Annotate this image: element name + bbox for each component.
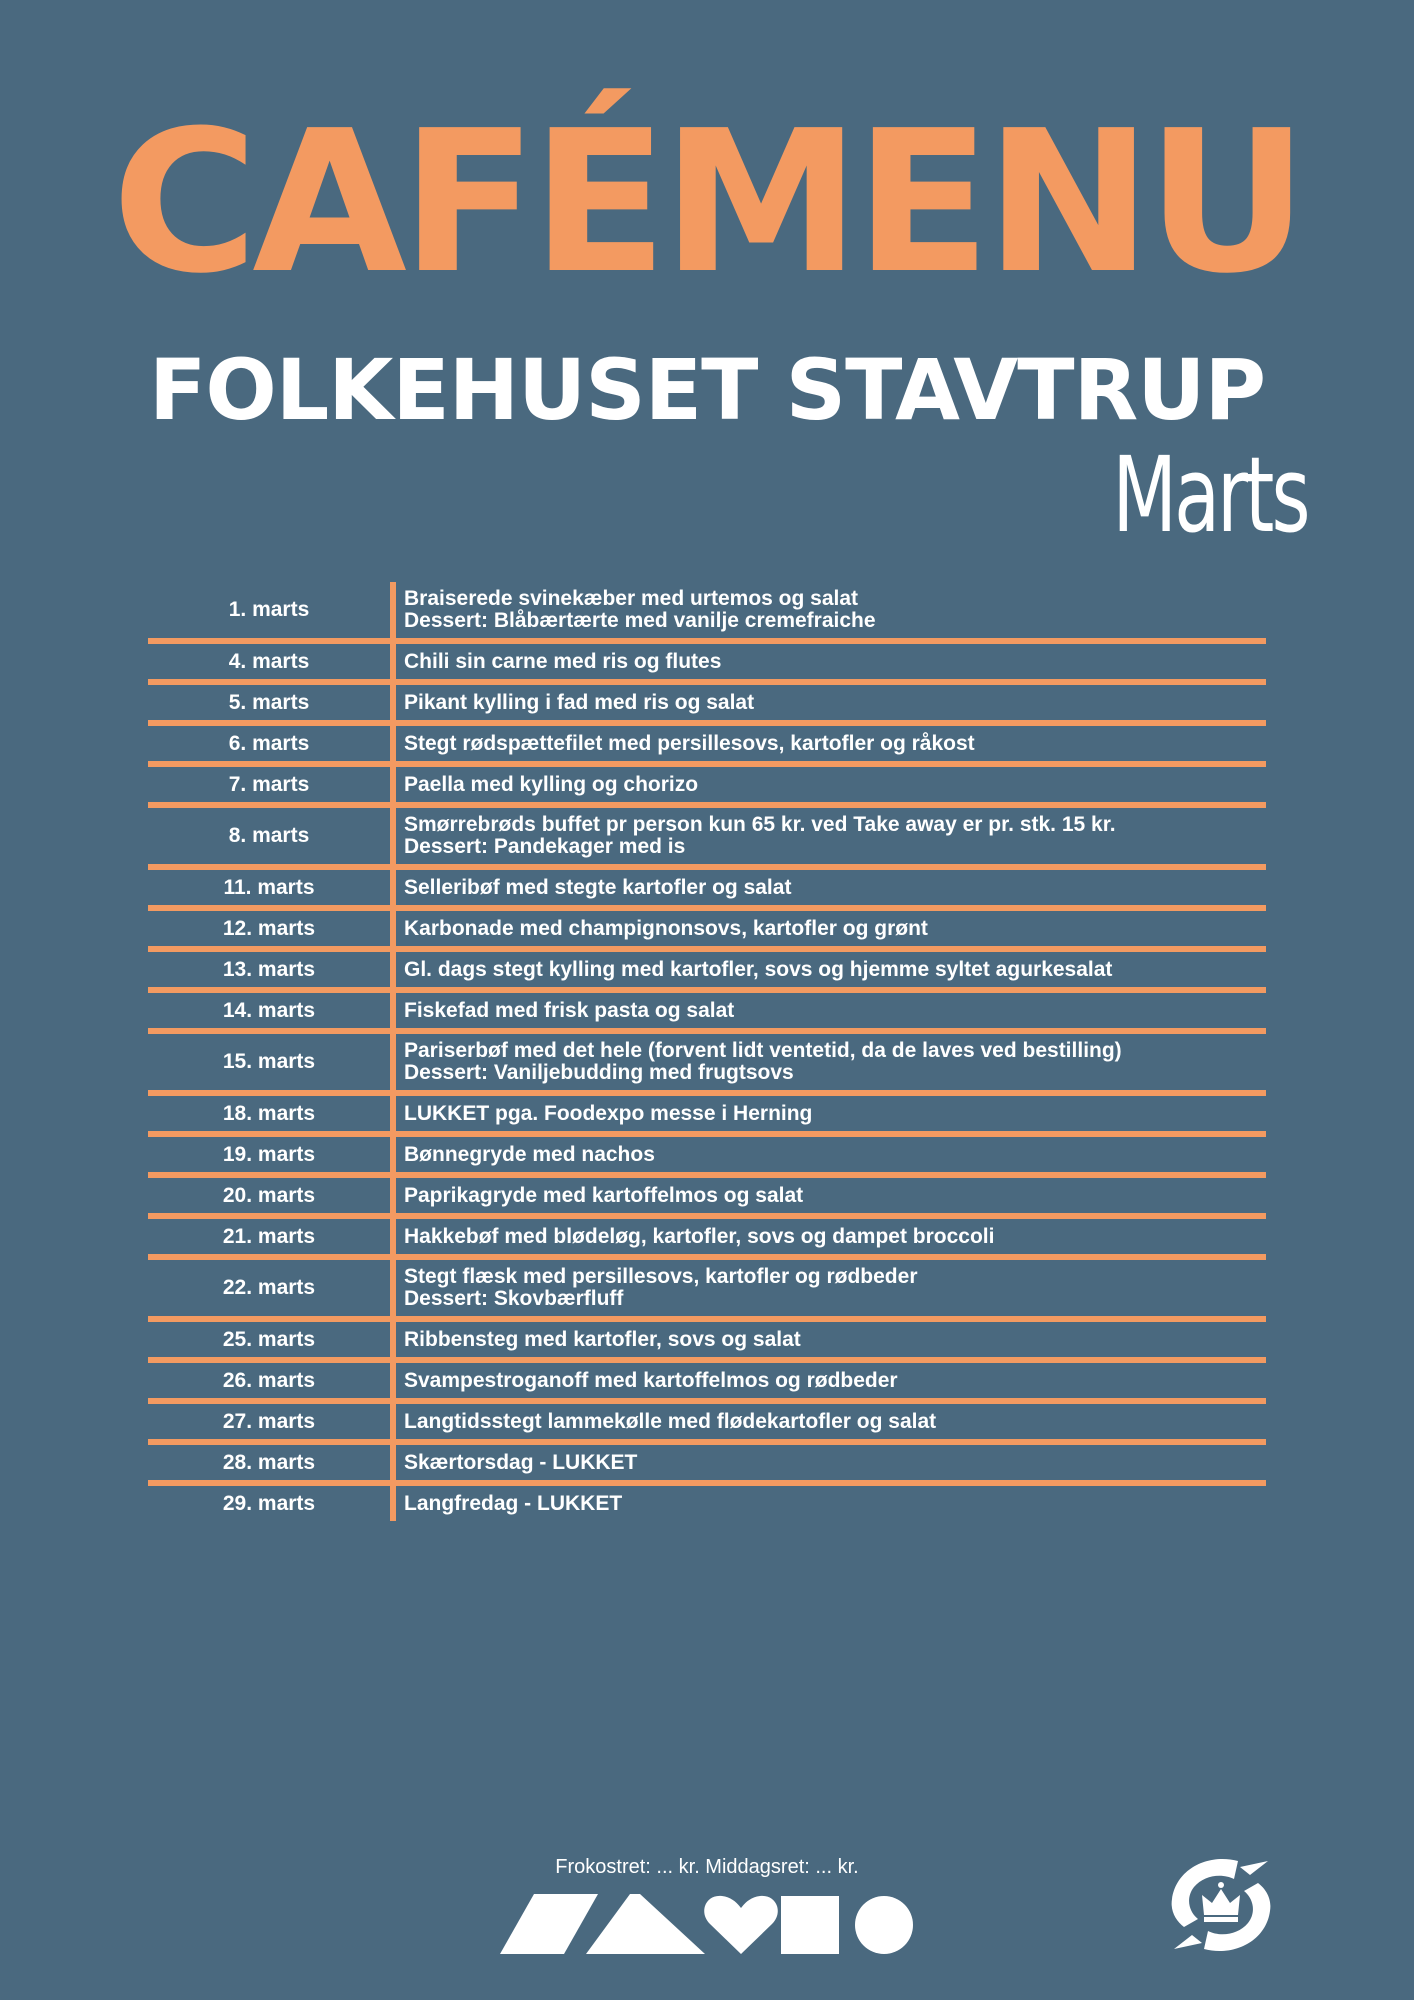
dish-line: Ribbensteg med kartofler, sovs og salat xyxy=(404,1327,801,1351)
menu-row xyxy=(148,726,1266,767)
organic-label-icon xyxy=(1168,1855,1274,1955)
dish-line: LUKKET pga. Foodexpo messe i Herning xyxy=(404,1101,813,1125)
menu-row xyxy=(148,870,1266,911)
menu-date: 19. marts xyxy=(148,1137,396,1172)
menu-date: 20. marts xyxy=(148,1178,396,1213)
menu-dish xyxy=(396,685,1266,720)
menu-table xyxy=(148,582,1266,1521)
menu-date: 5. marts xyxy=(148,685,396,720)
menu-row xyxy=(148,1137,1266,1178)
menu-dish xyxy=(396,1137,1266,1172)
menu-row xyxy=(148,1219,1266,1260)
dish-line: Pariserbøf med det hele (forvent lidt ventetid, da de laves ved bestilling) xyxy=(404,1039,1122,1062)
menu-date: 21. marts xyxy=(148,1219,396,1254)
menu-dish xyxy=(396,808,1266,864)
dish-line: Stegt flæsk med persillesovs, kartofler og rødbeder xyxy=(404,1265,918,1288)
menu-row xyxy=(148,582,1266,644)
menu-dish xyxy=(396,767,1266,802)
dish-line: Gl. dags stegt kylling med kartofler, sovs og hjemme syltet agurkesalat xyxy=(404,957,1113,981)
menu-date: 26. marts xyxy=(148,1363,396,1398)
menu-dish xyxy=(396,582,1266,638)
dish-line: Bønnegryde med nachos xyxy=(404,1142,655,1166)
menu-dish xyxy=(396,1034,1266,1090)
square-shape xyxy=(781,1896,839,1954)
menu-row xyxy=(148,1096,1266,1137)
dish-line: Hakkebøf med blødeløg, kartofler, sovs og dampet broccoli xyxy=(404,1224,995,1248)
menu-dish xyxy=(396,1096,1266,1131)
menu-dish xyxy=(396,1219,1266,1254)
month-label: Marts xyxy=(1112,434,1308,556)
dish-line: Fiskefad med frisk pasta og salat xyxy=(404,998,735,1022)
dish-line: Paprikagryde med kartoffelmos og salat xyxy=(404,1183,804,1207)
menu-date: 29. marts xyxy=(148,1486,396,1521)
menu-row xyxy=(148,808,1266,870)
menu-dish xyxy=(396,1445,1266,1480)
menu-dish xyxy=(396,993,1266,1028)
menu-date: 25. marts xyxy=(148,1322,396,1357)
menu-dish xyxy=(396,1486,1266,1521)
menu-row xyxy=(148,1260,1266,1322)
parallelogram-shape xyxy=(500,1894,598,1954)
dish-line: Svampestroganoff med kartoffelmos og rødbeder xyxy=(404,1368,898,1392)
dessert-line: Dessert: Pandekager med is xyxy=(404,835,686,858)
menu-row xyxy=(148,952,1266,993)
crown-icon xyxy=(1202,1889,1240,1915)
menu-dish xyxy=(396,952,1266,987)
dessert-line: Dessert: Skovbærfluff xyxy=(404,1287,624,1310)
menu-date: 14. marts xyxy=(148,993,396,1028)
dish-line: Selleribøf med stegte kartofler og salat xyxy=(404,875,792,899)
menu-date: 28. marts xyxy=(148,1445,396,1480)
menu-row xyxy=(148,1363,1266,1404)
menu-row xyxy=(148,1178,1266,1219)
dish-line: Langtidsstegt lammekølle med flødekartofler og salat xyxy=(404,1409,937,1433)
menu-row xyxy=(148,644,1266,685)
dish-line: Skærtorsdag - LUKKET xyxy=(404,1450,638,1474)
dish-line: Langfredag - LUKKET xyxy=(404,1491,623,1515)
menu-dish xyxy=(396,870,1266,905)
menu-dish xyxy=(396,726,1266,761)
geometric-shapes-logo-icon xyxy=(500,1894,916,1954)
menu-date: 15. marts xyxy=(148,1034,396,1090)
venue-name: FOLKEHUSET STAVTRUP xyxy=(148,341,1266,439)
menu-row xyxy=(148,1404,1266,1445)
menu-date: 1. marts xyxy=(148,582,396,638)
menu-row xyxy=(148,993,1266,1034)
menu-row xyxy=(148,1445,1266,1486)
menu-date: 18. marts xyxy=(148,1096,396,1131)
menu-dish xyxy=(396,911,1266,946)
dish-line: Paella med kylling og chorizo xyxy=(404,772,699,796)
heart-shape xyxy=(704,1896,778,1954)
menu-date: 12. marts xyxy=(148,911,396,946)
price-info: Frokostret: ... kr. Middagsret: ... kr. xyxy=(555,1856,859,1878)
triangle-shape xyxy=(586,1894,705,1954)
dish-line: Karbonade med champignonsovs, kartofler og grønt xyxy=(404,916,928,940)
menu-date: 27. marts xyxy=(148,1404,396,1439)
dish-line: Braiserede svinekæber med urtemos og salat xyxy=(404,587,859,610)
menu-row xyxy=(148,685,1266,726)
menu-dish xyxy=(396,1322,1266,1357)
dessert-line: Dessert: Blåbærtærte med vanilje cremefraiche xyxy=(404,609,876,632)
dessert-line: Dessert: Vaniljebudding med frugtsovs xyxy=(404,1061,794,1084)
page-title: CAFÉMENU xyxy=(111,89,1303,317)
menu-date: 11. marts xyxy=(148,870,396,905)
menu-row xyxy=(148,1034,1266,1096)
menu-date: 7. marts xyxy=(148,767,396,802)
menu-date: 22. marts xyxy=(148,1260,396,1316)
dish-line: Stegt rødspættefilet med persillesovs, kartofler og råkost xyxy=(404,731,975,755)
dish-line: Pikant kylling i fad med ris og salat xyxy=(404,690,755,714)
menu-row xyxy=(148,1322,1266,1363)
menu-date: 13. marts xyxy=(148,952,396,987)
circle-shape xyxy=(855,1896,913,1954)
dish-line: Chili sin carne med ris og flutes xyxy=(404,649,722,673)
menu-date: 6. marts xyxy=(148,726,396,761)
menu-dish xyxy=(396,644,1266,679)
dish-line: Smørrebrøds buffet pr person kun 65 kr. ved Take away er pr. stk. 15 kr. xyxy=(404,813,1116,836)
menu-dish xyxy=(396,1404,1266,1439)
menu-row xyxy=(148,1486,1266,1521)
menu-dish xyxy=(396,1260,1266,1316)
menu-row xyxy=(148,767,1266,808)
menu-dish xyxy=(396,1363,1266,1398)
menu-date: 8. marts xyxy=(148,808,396,864)
menu-row xyxy=(148,911,1266,952)
menu-date: 4. marts xyxy=(148,644,396,679)
menu-dish xyxy=(396,1178,1266,1213)
